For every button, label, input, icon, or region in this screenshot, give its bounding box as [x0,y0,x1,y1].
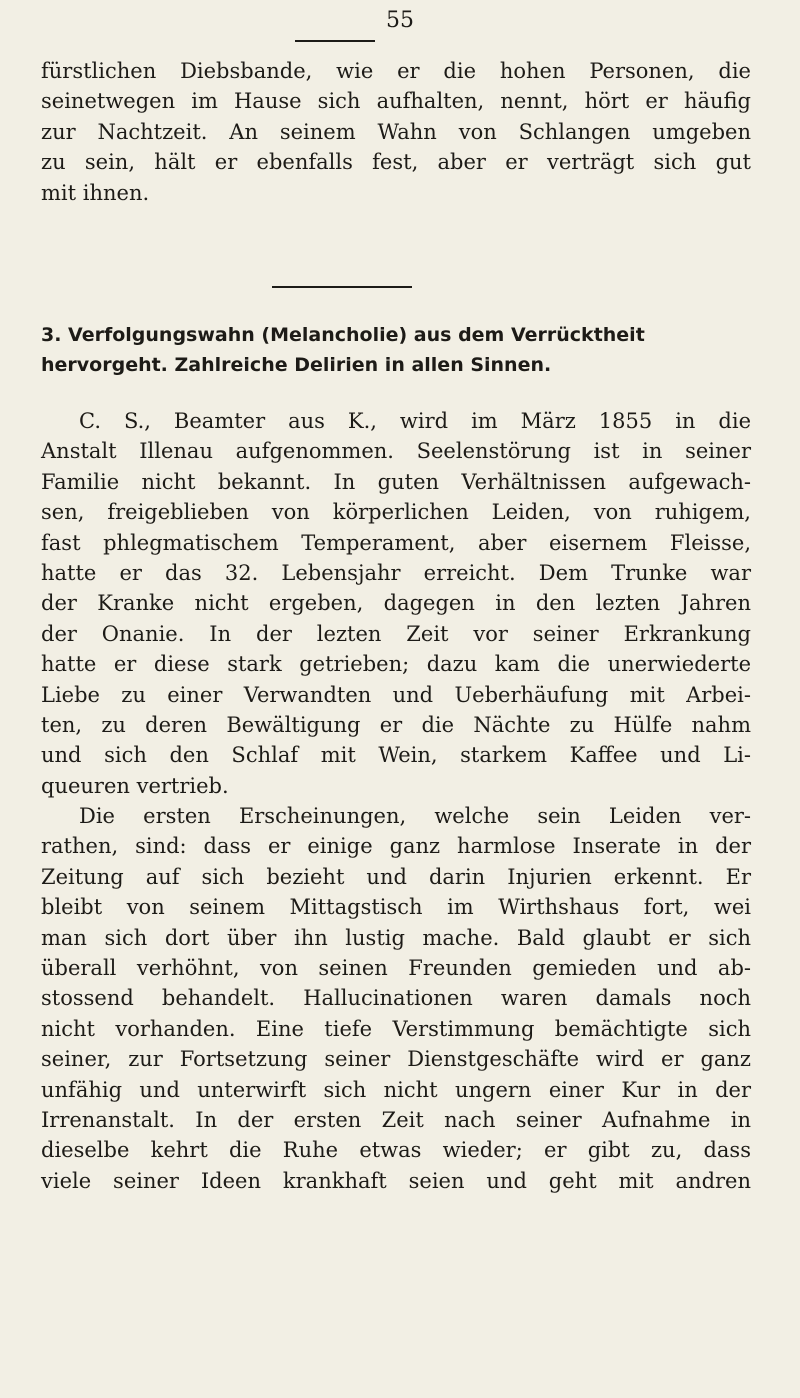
text-line: unfähig und unterwirft sich nicht ungern einer Kur in der [41,1077,751,1102]
text-line: zur Nachtzeit. An seinem Wahn von Schlangen umgeben [41,119,751,144]
text-line: der Kranke nicht ergeben, dagegen in den lezten Jahren [41,591,751,616]
text-line: der Onanie. In der lezten Zeit vor seiner Erkrankung [41,621,751,646]
intro-paragraph [41,56,751,208]
heading-line: 3. Verfolgungswahn (Melancholie) aus dem Verrücktheit [41,324,645,346]
text-line: rathen, sind: dass er einige ganz harmlose Inserate in der [41,834,751,859]
text-line: queuren vertrieb. [41,773,229,798]
text-line: Liebe zu einer Verwandten und Ueberhäufung mit Arbei- [41,682,751,707]
page-number-underline [295,40,375,42]
text-line: Die ersten Erscheinungen, welche sein Leiden ver- [79,804,751,828]
text-line: hatte er diese stark getrieben; dazu kam die unerwiederte [41,652,751,677]
text-line: dieselbe kehrt die Ruhe etwas wieder; er gibt zu, dass [41,1138,751,1163]
text-line: zu sein, hält er ebenfalls fest, aber er verträgt sich gut [41,150,751,175]
text-line: bleibt von seinem Mittagstisch im Wirthshaus fort, wei [41,895,751,920]
text-line: hatte er das 32. Lebensjahr erreicht. Dem Trunke war [41,561,751,586]
text-line: Familie nicht bekannt. In guten Verhältnissen aufgewach- [41,469,751,494]
text-line: mit ihnen. [41,180,150,205]
text-line: und sich den Schlaf mit Wein, starkem Kaffee und Li- [41,743,751,768]
text-line: viele seiner Ideen krankhaft seien und geht mit andren [41,1168,751,1193]
text-line: Irrenanstalt. In der ersten Zeit nach seiner Aufnahme in [41,1108,751,1133]
text-line: stossend behandelt. Hallucinationen waren damals noch [41,986,751,1011]
text-line: seiner, zur Fortsetzung seiner Dienstgeschäfte wird er ganz [41,1047,751,1072]
page-number: 55 [386,8,414,33]
text-line: C. S., Beamter aus K., wird im März 1855 in die [79,409,751,433]
text-line: ten, zu deren Bewältigung er die Nächte zu Hülfe nahm [41,713,751,738]
text-line: fast phlegmatischem Temperament, aber eisernem Fleisse, [41,530,751,555]
heading-line: hervorgeht. Zahlreiche Delirien in allen Sinnen. [41,354,552,376]
text-line: nicht vorhanden. Eine tiefe Verstimmung bemächtigte sich [41,1016,751,1041]
text-line: Zeitung auf sich bezieht und darin Injurien erkennt. Er [41,864,751,889]
case-paragraph-1 [41,406,751,801]
case-paragraph-2 [41,801,751,1196]
text-line: sen, freigeblieben von körperlichen Leiden, von ruhigem, [41,500,751,525]
text-line: fürstlichen Diebsbande, wie er die hohen Personen, die [41,59,751,83]
text-line: Anstalt Illenau aufgenommen. Seelenstörung ist in seiner [41,439,751,464]
section-heading [41,320,751,380]
text-line: überall verhöhnt, von seinen Freunden gemieden und ab- [41,956,751,981]
text-line: seinetwegen im Hause sich aufhalten, nennt, hört er häufig [41,89,751,114]
section-divider [272,286,412,288]
text-line: man sich dort über ihn lustig mache. Bald glaubt er sich [41,925,751,950]
